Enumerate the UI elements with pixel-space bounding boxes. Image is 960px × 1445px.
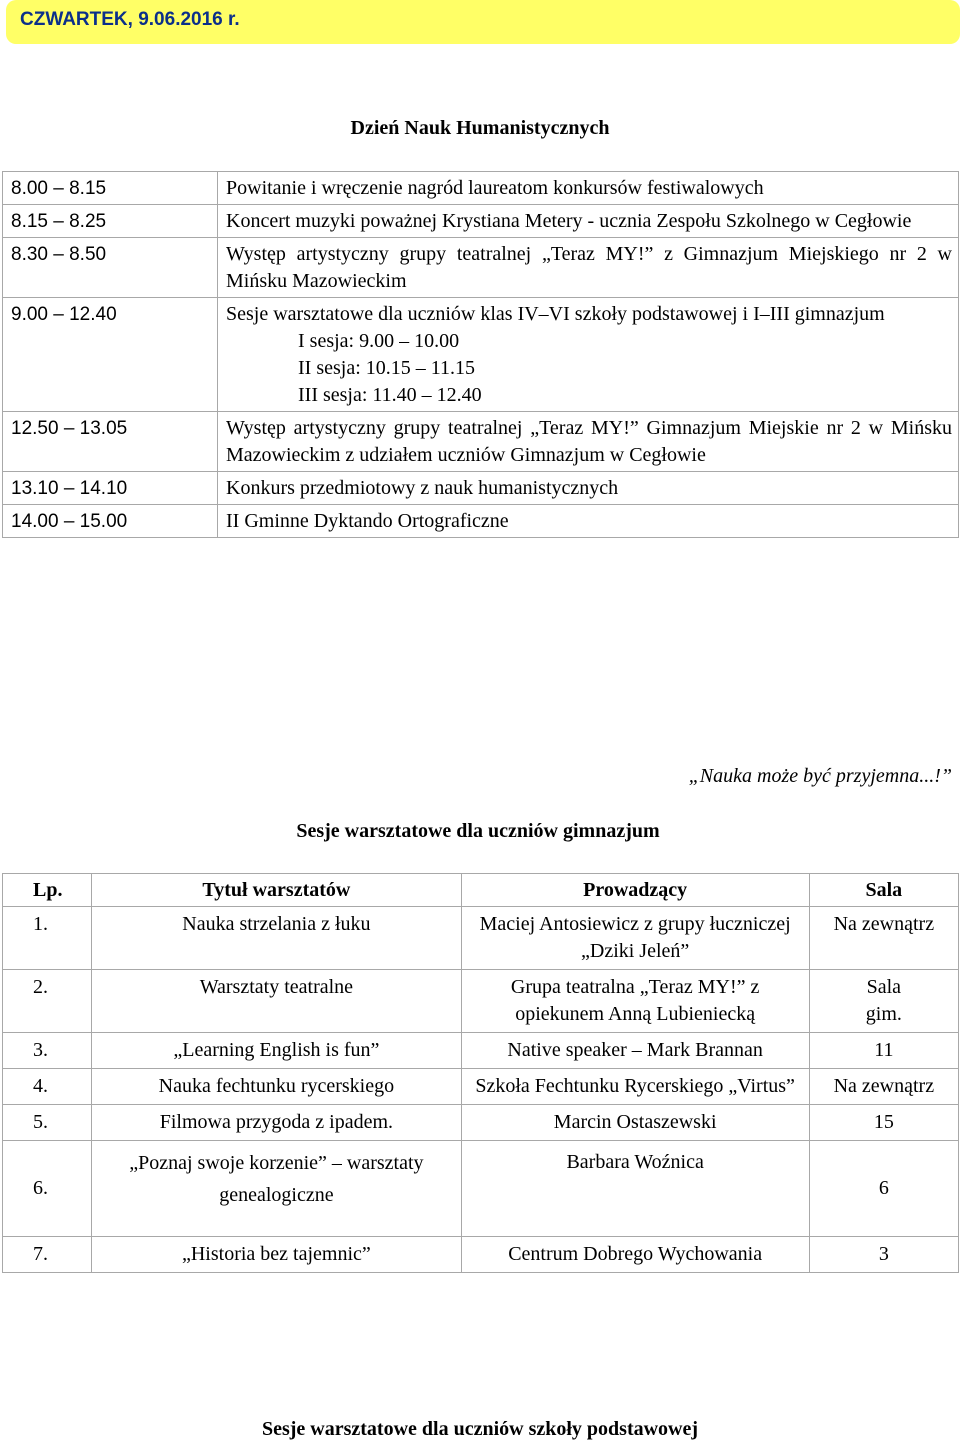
schedule-desc: Powitanie i wręczenie nagród laureatom konkursów festiwalowych <box>218 172 959 205</box>
cell-title: Nauka strzelania z łuku <box>92 907 462 970</box>
schedule-table <box>2 171 959 538</box>
cell-room: 6 <box>809 1141 958 1237</box>
header-title: Tytuł warsztatów <box>92 874 462 907</box>
table-row <box>3 1033 959 1069</box>
cell-room: Na zewnątrz <box>809 907 958 970</box>
schedule-desc: Występ artystyczny grupy teatralnej „Teraz MY!” Gimnazjum Miejskie nr 2 w Mińsku Mazowieckim z udziałem uczniów Gimnazjum w Cegłowie <box>218 412 959 472</box>
table-row <box>3 970 959 1033</box>
cell-lp: 1. <box>3 907 92 970</box>
header-room: Sala <box>809 874 958 907</box>
cell-title: „Historia bez tajemnic” <box>92 1237 462 1273</box>
schedule-time: 9.00 – 12.40 <box>3 298 218 412</box>
cell-lead: Szkoła Fechtunku Rycerskiego „Virtus” <box>461 1069 809 1105</box>
cell-lp: 2. <box>3 970 92 1033</box>
cell-lp: 6. <box>3 1141 92 1237</box>
cell-room: 11 <box>809 1033 958 1069</box>
schedule-desc: Występ artystyczny grupy teatralnej „Teraz MY!” z Gimnazjum Miejskiego nr 2 w Mińsku Mazowieckim <box>218 238 959 298</box>
cell-title: „Learning English is fun” <box>92 1033 462 1069</box>
gym-section-title-text: Sesje warsztatowe dla uczniów gimnazjum <box>296 820 660 842</box>
table-row <box>3 1237 959 1273</box>
schedule-time: 12.50 – 13.05 <box>3 412 218 472</box>
cell-room: Sala gim. <box>809 970 958 1033</box>
schedule-desc: II Gminne Dyktando Ortograficzne <box>218 505 959 538</box>
schedule-time: 13.10 – 14.10 <box>3 472 218 505</box>
schedule-time: 14.00 – 15.00 <box>3 505 218 538</box>
cell-lead: Maciej Antosiewicz z grupy łuczniczej „Dziki Jeleń” <box>461 907 809 970</box>
date-label: CZWARTEK, 9.06.2016 r. <box>20 9 240 30</box>
schedule-time: 8.30 – 8.50 <box>3 238 218 298</box>
schedule-row <box>3 172 959 205</box>
primary-section-title: Sesje warsztatowe dla uczniów szkoły podstawowej <box>261 1418 699 1440</box>
table-row <box>3 1141 959 1237</box>
cell-lead: Native speaker – Mark Brannan <box>461 1033 809 1069</box>
cell-lp: 4. <box>3 1069 92 1105</box>
day-title: Dzień Nauk Humanistycznych <box>350 117 610 139</box>
session-item: III sesja: 11.40 – 12.40 <box>298 384 482 406</box>
cell-title: Warsztaty teatralne <box>92 970 462 1033</box>
cell-lp: 5. <box>3 1105 92 1141</box>
cell-lead: Centrum Dobrego Wychowania <box>461 1237 809 1273</box>
table-row <box>3 907 959 970</box>
schedule-row <box>3 238 959 298</box>
session-item: I sesja: 9.00 – 10.00 <box>298 330 460 352</box>
cell-room: 15 <box>809 1105 958 1141</box>
schedule-time: 8.00 – 8.15 <box>3 172 218 205</box>
schedule-desc: Konkurs przedmiotowy z nauk humanistycznych <box>218 472 959 505</box>
gym-section-title <box>0 820 960 843</box>
cell-title: „Poznaj swoje korzenie” – warsztaty genealogiczne <box>92 1141 462 1237</box>
schedule-row <box>3 505 959 538</box>
table-row <box>3 1105 959 1141</box>
header-lp: Lp. <box>3 874 92 907</box>
cell-title: Nauka fechtunku rycerskiego <box>92 1069 462 1105</box>
schedule-row <box>3 472 959 505</box>
schedule-desc: Sesje warsztatowe dla uczniów klas IV–VI szkoły podstawowej i I–III gimnazjum <box>226 303 885 325</box>
session-list <box>226 328 952 409</box>
schedule-desc: Koncert muzyki poważnej Krystiana Metery - ucznia Zespołu Szkolnego w Cegłowie <box>218 205 959 238</box>
workshops-table <box>2 873 959 1273</box>
schedule-row <box>3 412 959 472</box>
cell-title: Filmowa przygoda z ipadem. <box>92 1105 462 1141</box>
cell-lead: Barbara Woźnica <box>461 1141 809 1237</box>
cell-lead: Grupa teatralna „Teraz MY!” z opiekunem Anną Lubieniecką <box>461 970 809 1033</box>
schedule-row <box>3 205 959 238</box>
session-item: II sesja: 10.15 – 11.15 <box>298 357 476 379</box>
cell-room: 3 <box>809 1237 958 1273</box>
cell-lead: Marcin Ostaszewski <box>461 1105 809 1141</box>
schedule-desc-sessions <box>218 298 959 412</box>
schedule-time: 8.15 – 8.25 <box>3 205 218 238</box>
cell-room: Na zewnątrz <box>809 1069 958 1105</box>
workshops-header-row <box>3 874 959 907</box>
motto: „Nauka może być przyjemna...!” <box>688 765 952 787</box>
cell-lp: 3. <box>3 1033 92 1069</box>
table-row <box>3 1069 959 1105</box>
cell-lp: 7. <box>3 1237 92 1273</box>
schedule-row <box>3 298 959 412</box>
header-lead: Prowadzący <box>461 874 809 907</box>
date-banner <box>6 0 960 44</box>
